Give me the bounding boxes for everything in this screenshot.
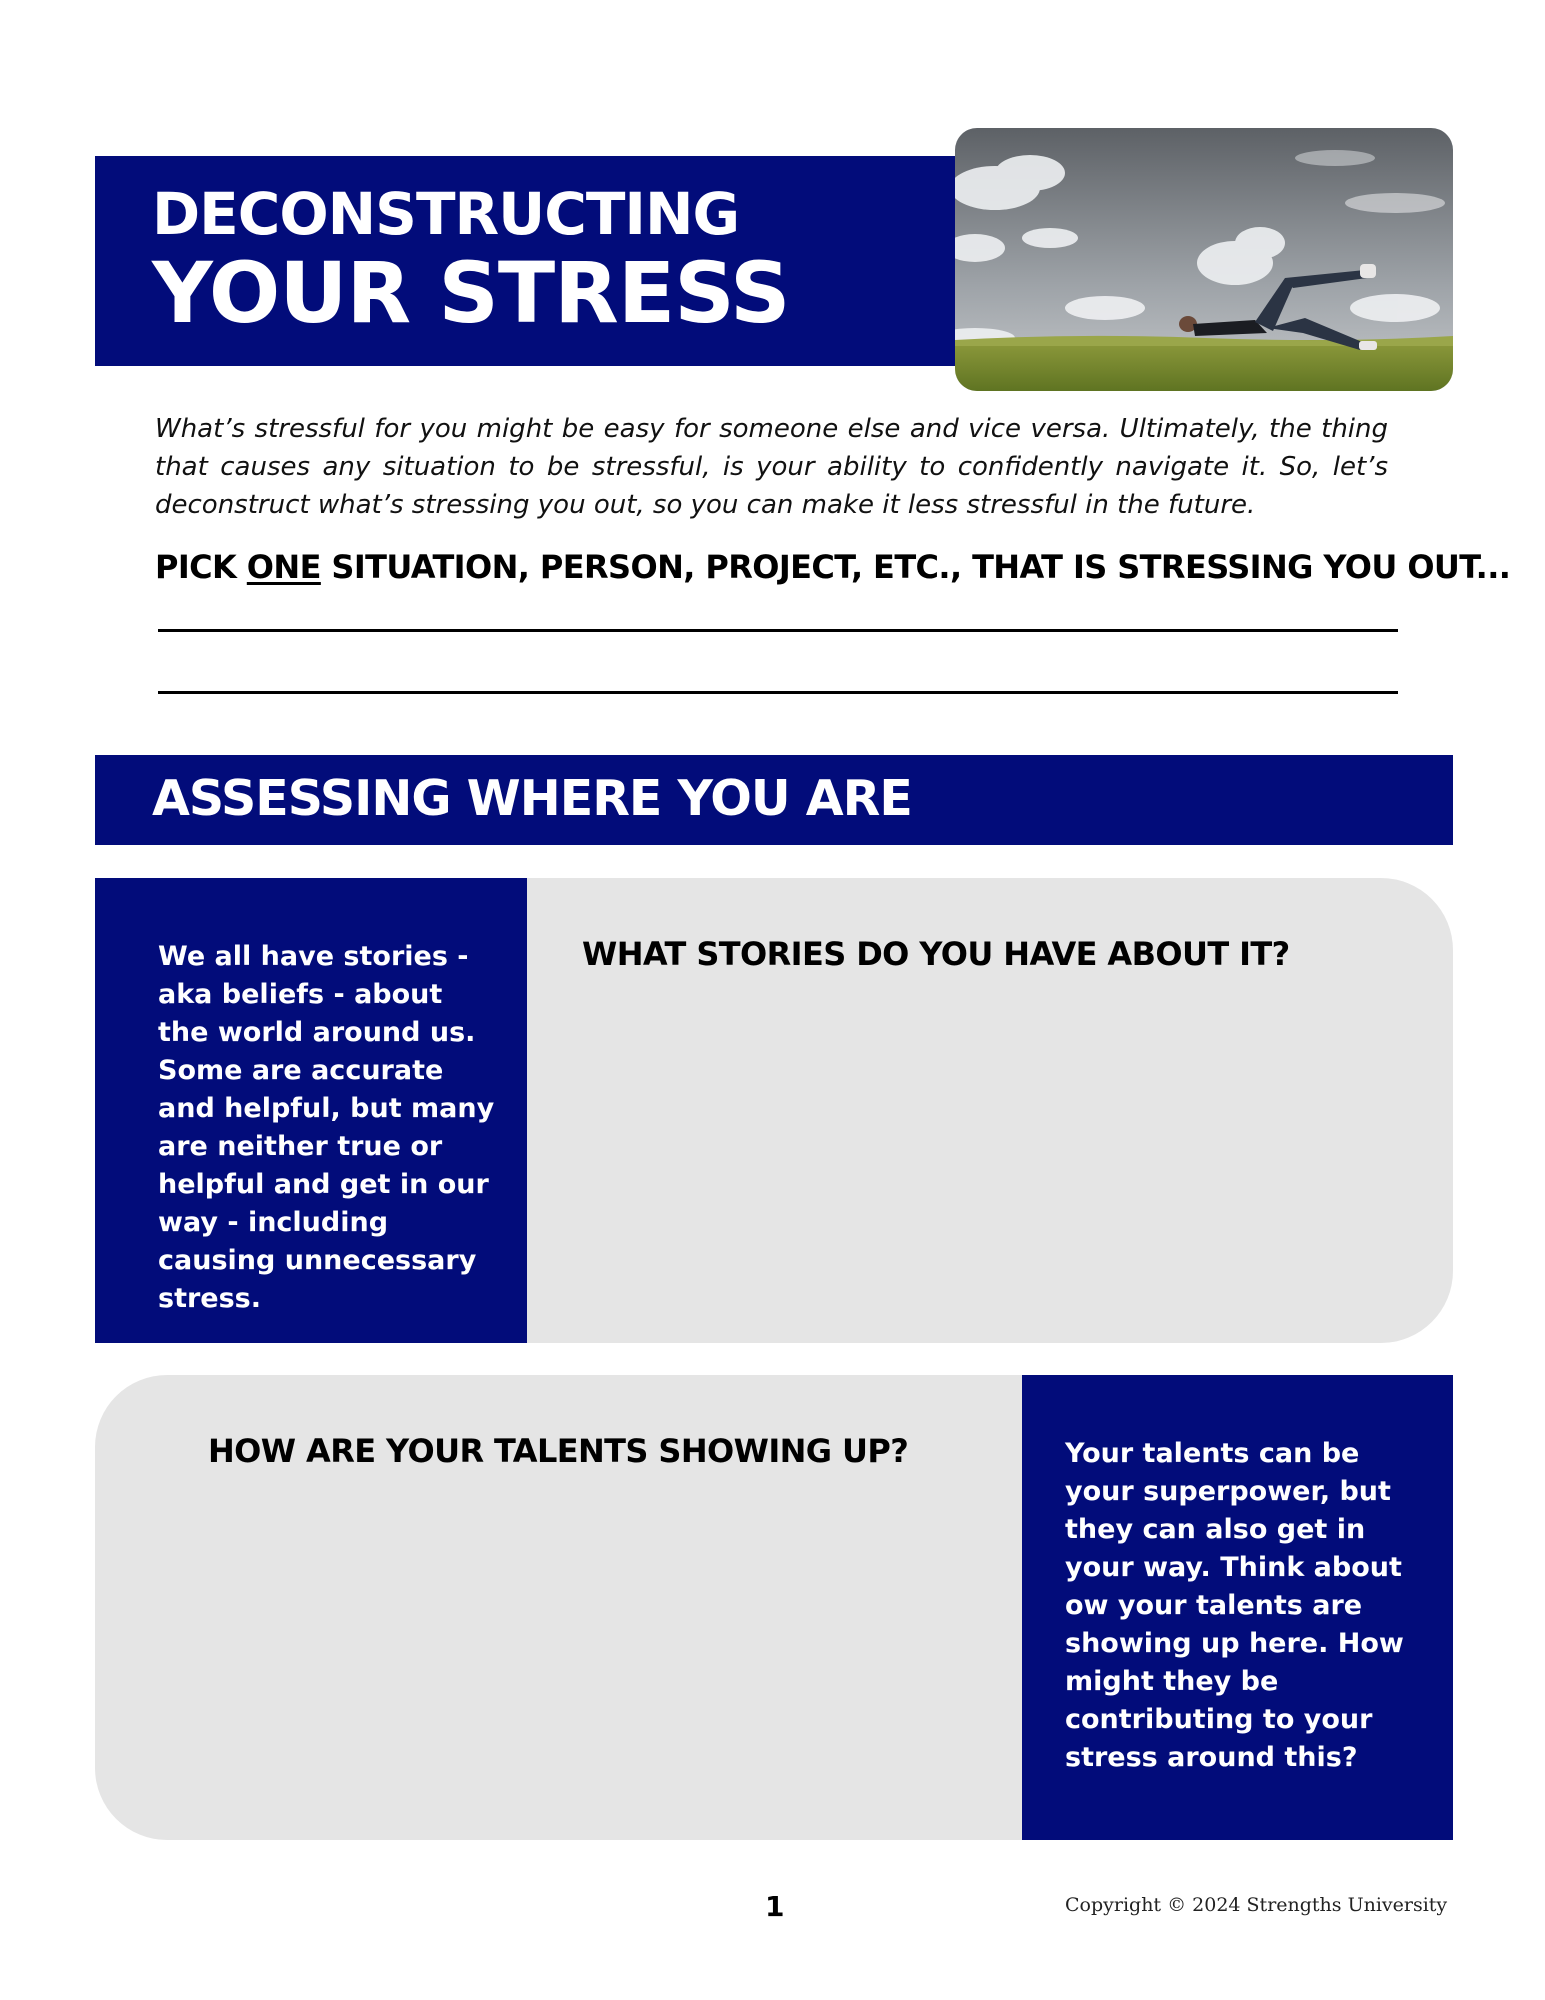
stories-description: We all have stories - aka beliefs - about the world around us. Some are accurate and helpful, but many are neither true or helpful and get in our way - including causing unnecessary stress. [158, 941, 495, 1314]
stories-question: WHAT STORIES DO YOU HAVE ABOUT IT? [582, 935, 1290, 973]
prompt-before: PICK [155, 548, 247, 586]
talents-description: Your talents can be your superpower, but they can also get in your way. Think about ow your talents are showing up here. How might they be contributing to your stress around this? [1065, 1438, 1404, 1773]
header-photo [955, 128, 1453, 391]
copyright-notice: Copyright © 2024 Strengths University [1065, 1894, 1448, 1916]
section-title: ASSESSING WHERE YOU ARE [152, 770, 912, 827]
talents-question: HOW ARE YOUR TALENTS SHOWING UP? [208, 1432, 909, 1470]
title-line-2: YOUR STRESS [152, 244, 790, 342]
answer-line-2[interactable] [158, 691, 1398, 694]
pick-one-prompt [155, 548, 1511, 586]
title-line-1: DECONSTRUCTING [152, 180, 740, 248]
page-number: 1 [765, 1890, 785, 1923]
prompt-after: SITUATION, PERSON, PROJECT, ETC., THAT IS STRESSING YOU OUT... [320, 548, 1511, 586]
answer-line-1[interactable] [158, 629, 1398, 632]
intro-paragraph: What’s stressful for you might be easy for someone else and vice versa. Ultimately, the thing that causes any situation to be stressful, is your ability to confidently navigate it. So, let’s deconstruct what’s stressing you out, so you can make it less stressful in the future. [155, 414, 1388, 520]
prompt-emphasis: ONE [246, 548, 321, 586]
